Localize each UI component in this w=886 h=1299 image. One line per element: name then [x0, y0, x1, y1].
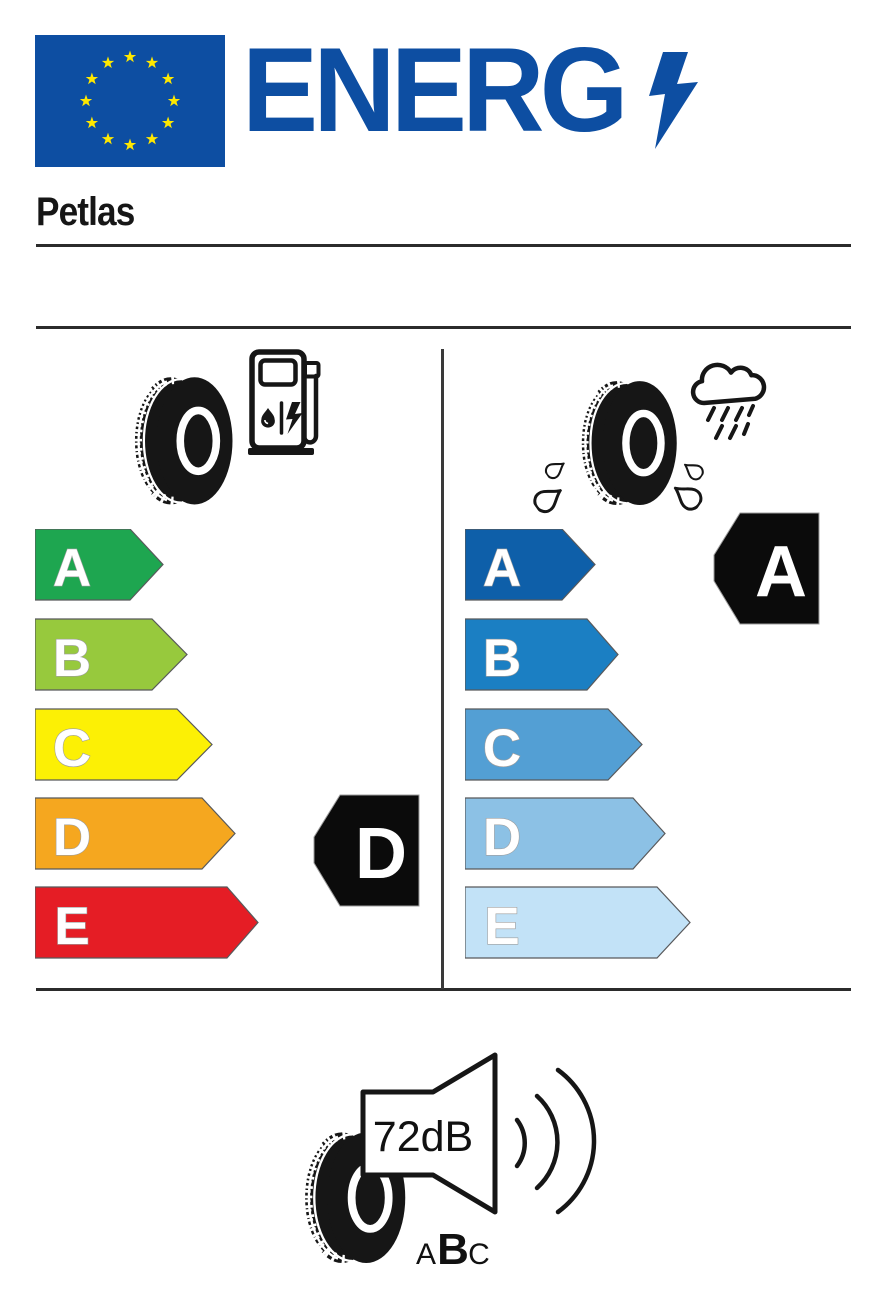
tire-icon: [581, 381, 677, 505]
rating-bar-label: E: [54, 897, 90, 956]
rating-bar-label: D: [52, 808, 92, 867]
eu-energy-logo: [0, 0, 886, 175]
noise-value: 72dB: [372, 1113, 474, 1161]
rating-bar-fuel-b: [35, 619, 187, 690]
rating-bar-label: B: [482, 629, 522, 688]
brand-name: Petlas: [36, 190, 135, 234]
rain-drops: [708, 406, 753, 438]
rating-bar-wet-d: [465, 798, 665, 869]
fuel-rating-indicator: [313, 794, 421, 907]
tire-icon: [134, 377, 233, 504]
rating-bar-label: B: [52, 629, 92, 688]
rain-cloud-icon: [693, 365, 764, 438]
separator-middle: [36, 326, 851, 329]
fuel-pump-icon: [248, 352, 319, 455]
rating-bar-fuel-c: [35, 709, 212, 780]
wet-grip-rating-indicator: [713, 512, 821, 625]
rating-bar-label: E: [484, 897, 520, 956]
rating-bar-label: A: [482, 539, 522, 598]
fuel-rating-letter: D: [355, 814, 407, 894]
rating-bar-wet-e: [465, 887, 690, 958]
separator-top: [36, 244, 851, 247]
lightning-bolt-icon: [648, 52, 698, 149]
rating-bar-wet-b: [465, 619, 618, 690]
energ-wordmark: ENERG: [242, 23, 624, 157]
wet-grip-rating-scale: [465, 529, 705, 961]
noise-class-a: A: [415, 1238, 437, 1271]
noise-class-c: C: [468, 1238, 490, 1271]
rating-bar-label: C: [52, 719, 92, 778]
rating-bar-label: C: [482, 719, 522, 778]
noise-class-b-selected: B: [437, 1225, 469, 1274]
rating-bar-wet-c: [465, 709, 642, 780]
fuel-efficiency-icon: [120, 345, 332, 517]
rating-bar-label: A: [52, 539, 92, 598]
noise-section: [290, 1048, 600, 1278]
wet-grip-rating-letter: A: [755, 532, 807, 612]
column-divider: [441, 349, 444, 989]
rating-bar-fuel-d: [35, 798, 235, 869]
rating-bar-wet-a: [465, 529, 595, 600]
sound-waves-icon: [517, 1070, 594, 1212]
rating-bar-fuel-a: [35, 529, 163, 600]
eu-flag-icon: [35, 35, 225, 167]
rating-bar-label: D: [482, 808, 522, 867]
rating-bar-fuel-e: [35, 887, 258, 958]
wet-grip-icon: [528, 345, 793, 520]
fuel-rating-scale: [35, 529, 275, 961]
